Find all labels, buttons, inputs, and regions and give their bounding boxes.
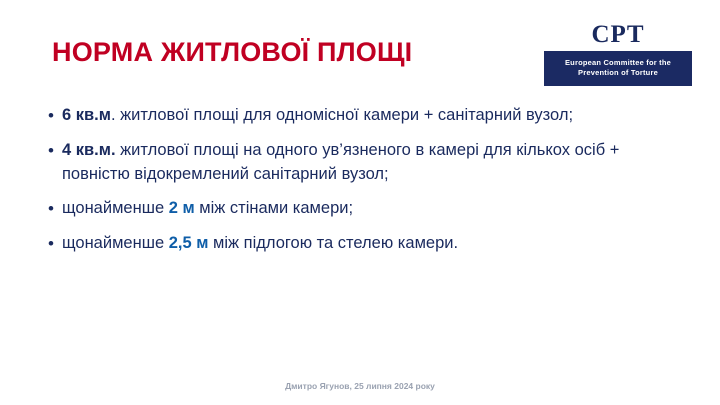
list-item-lead: 4 кв.м. (62, 141, 116, 160)
list-item-pre: щонайменше (62, 198, 169, 217)
list-item-pre: щонайменше (62, 234, 169, 253)
page-title: НОРМА ЖИТЛОВОЇ ПЛОЩІ (52, 37, 413, 67)
list-item-accent: 2 м (168, 198, 195, 217)
logo-caption (544, 51, 692, 86)
list-item-text (62, 197, 678, 220)
bullet-marker-icon: • (48, 198, 54, 218)
list-item-text (62, 104, 678, 127)
list-item (48, 232, 678, 256)
list-item-text (62, 232, 678, 255)
bullet-marker-icon: • (48, 141, 54, 161)
list-item-accent: 2,5 м (168, 234, 209, 253)
bullet-marker-icon: • (48, 106, 54, 125)
list-item-rest: житлової площі на одного ув’язненого в камері для кількох осіб + повністю відокремлений санітарний вузол; (62, 141, 620, 183)
list-item-text (62, 139, 678, 186)
list-item (48, 139, 678, 186)
bullet-list (48, 104, 678, 267)
logo-caption-line-1: European Committee for the (564, 58, 672, 67)
list-item (48, 104, 678, 128)
list-item-lead: 6 кв.м (62, 106, 111, 124)
list-item-post: між стінами камери; (194, 198, 354, 217)
list-item-post: між підлогою та стелею камери. (208, 234, 459, 253)
bullet-marker-icon: • (48, 234, 54, 254)
cpt-logo (544, 22, 692, 86)
logo-acronym: CPT (591, 21, 645, 48)
logo-caption-line-2: Prevention of Torture (578, 68, 658, 78)
list-item-rest: . житлової площі для одномісної камери + санітарний вузол; (110, 106, 574, 124)
list-item (48, 197, 678, 221)
slide-footer: Дмитро Ягунов, 25 липня 2024 року (285, 381, 435, 391)
